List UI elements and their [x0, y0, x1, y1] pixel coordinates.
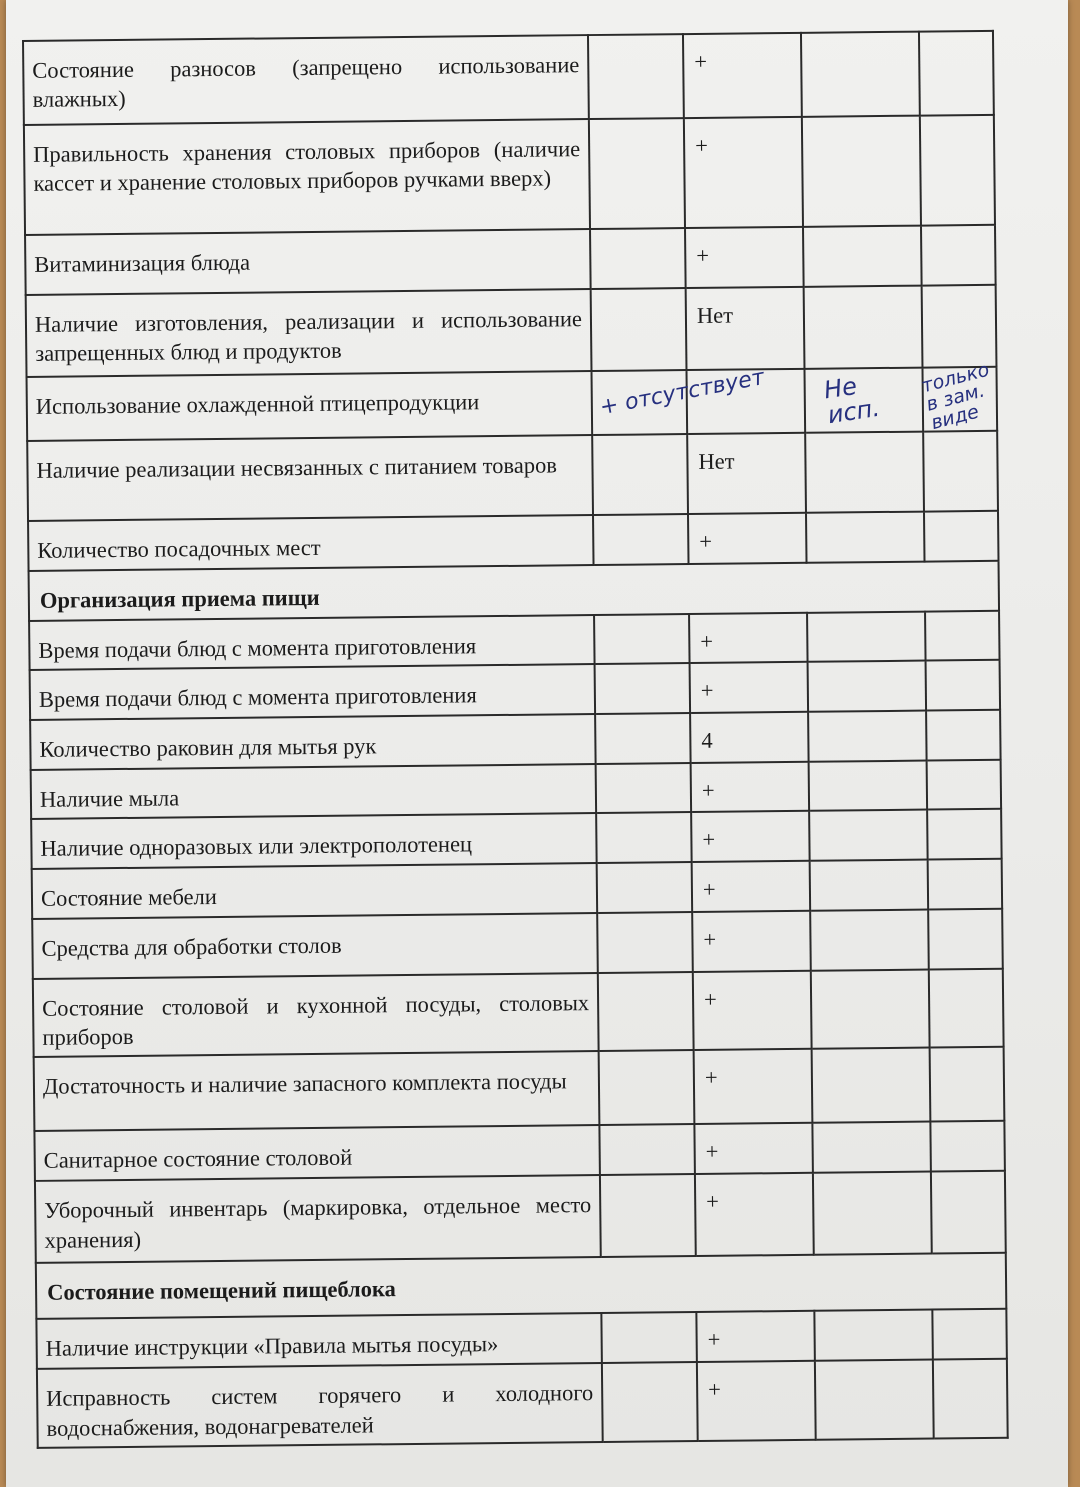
blank-cell: [812, 1122, 931, 1173]
parameter-cell: Наличие изготовления, реализации и использование запрещенных блюд и продуктов: [26, 289, 592, 377]
blank-cell: [922, 285, 997, 368]
blank-cell: [598, 972, 694, 1051]
blank-cell: [600, 1174, 696, 1257]
table-row: [25, 225, 996, 295]
blank-cell: [804, 286, 923, 369]
table-row: [26, 285, 997, 377]
parameter-cell: Витаминизация блюда: [25, 229, 591, 295]
blank-cell: [809, 809, 928, 860]
parameter-cell: Санитарное состояние столовой: [34, 1125, 599, 1181]
parameter-cell: Количество посадочных мест: [28, 515, 593, 571]
parameter-cell: Использование охлажденной птицепродукции: [27, 371, 593, 441]
blank-cell: [596, 812, 692, 863]
inspection-table: [22, 30, 1009, 1449]
value-cell: +: [692, 911, 811, 972]
value-cell: Нет: [686, 287, 805, 370]
value-cell: +: [693, 971, 812, 1051]
blank-cell: [926, 709, 1001, 760]
blank-cell: [928, 859, 1003, 910]
blank-cell: [807, 612, 926, 662]
value-cell: +: [695, 1173, 814, 1256]
handwritten-note: + отсутствует: [597, 364, 767, 421]
blank-cell: [809, 760, 928, 810]
blank-cell: [599, 1124, 695, 1175]
blank-cell: [923, 431, 998, 512]
blank-cell: [596, 763, 692, 813]
blank-cell: [595, 663, 691, 713]
parameter-cell: Состояние столовой и кухонной посуды, столовых приборов: [33, 973, 599, 1057]
table-row: [37, 1359, 1008, 1448]
blank-cell: [919, 31, 994, 116]
blank-cell: [814, 1310, 933, 1361]
value-cell: +: [683, 33, 802, 118]
blank-cell: [926, 660, 1001, 710]
blank-cell: [931, 1171, 1006, 1254]
value-cell: +: [691, 761, 810, 811]
paper-sheet: [6, 0, 1068, 1487]
blank-cell: [810, 859, 929, 910]
section-title: Состояние помещений пищеблока: [36, 1253, 1007, 1319]
value-cell: +: [696, 1311, 815, 1362]
blank-cell: [599, 1050, 695, 1125]
value-cell: +: [689, 613, 808, 663]
value-cell: +: [692, 861, 811, 912]
section-row: [36, 1253, 1007, 1319]
checklist: [22, 30, 1007, 1449]
parameter-cell: Состояние мебели: [32, 863, 597, 919]
blank-cell: [929, 969, 1004, 1048]
value-cell: +: [697, 1361, 816, 1441]
parameter-cell: Исправность систем горячего и холодного водоснабжения, водонагревателей: [37, 1363, 603, 1447]
blank-cell: [595, 713, 691, 764]
blank-cell: [602, 1362, 698, 1441]
parameter-cell: Состояние разносов (запрещено использование влажных): [23, 35, 589, 125]
value-cell: +: [690, 662, 809, 712]
blank-cell: [925, 611, 1000, 661]
blank-cell: [920, 115, 995, 226]
blank-cell: [927, 759, 1002, 809]
blank-cell: [601, 1312, 697, 1363]
value-cell: +: [694, 1049, 813, 1124]
blank-cell: [597, 862, 693, 913]
value-cell: +: [688, 513, 807, 564]
blank-cell: [597, 912, 693, 973]
parameter-cell: Время подачи блюд с момента приготовления: [30, 664, 595, 719]
blank-cell: [933, 1359, 1008, 1438]
table-row: [24, 115, 995, 235]
value-cell: Нет: [687, 433, 806, 514]
blank-cell: [594, 614, 690, 664]
table-row: [34, 1047, 1005, 1131]
blank-cell: [808, 710, 927, 761]
blank-cell: [803, 226, 922, 287]
parameter-cell: Уборочный инвентарь (маркировка, отдельное место хранения): [35, 1175, 601, 1263]
parameter-cell: Наличие реализации несвязанных с питанием товаров: [27, 435, 593, 521]
blank-cell: [591, 288, 687, 371]
handwritten-cell: [919, 358, 997, 435]
parameter-cell: Средства для обработки столов: [32, 913, 598, 979]
parameter-cell: Количество раковин для мытья рук: [30, 714, 595, 770]
blank-cell: [930, 1121, 1005, 1172]
blank-cell: [588, 34, 684, 119]
blank-cell: [810, 909, 929, 970]
blank-cell: [932, 1309, 1007, 1360]
value-cell: 4: [690, 711, 809, 762]
parameter-cell: Правильность хранения столовых приборов (наличие кассет и хранение столовых приборов ручками вверх): [24, 119, 590, 235]
blank-cell: [802, 116, 921, 227]
parameter-cell: Достаточность и наличие запасного комплекта посуды: [34, 1051, 600, 1131]
parameter-cell: Наличие инструкции «Правила мытья посуды»: [36, 1313, 601, 1369]
table-row: [27, 367, 998, 441]
value-cell: +: [694, 1123, 813, 1174]
table-row: [23, 31, 994, 125]
handwritten-cell: [804, 368, 923, 433]
blank-cell: [805, 432, 924, 513]
blank-cell: [589, 118, 685, 229]
parameter-cell: Наличие одноразовых или электрополотенец: [31, 813, 596, 869]
value-cell: +: [685, 227, 804, 288]
table-row: [35, 1171, 1006, 1263]
blank-cell: [930, 1047, 1005, 1122]
table-row: [32, 909, 1003, 979]
blank-cell: [592, 434, 688, 515]
blank-cell: [590, 228, 686, 289]
blank-cell: [811, 969, 930, 1049]
value-cell: +: [691, 811, 810, 862]
blank-cell: [801, 32, 920, 117]
parameter-cell: Время подачи блюд с момента приготовления: [29, 615, 594, 670]
blank-cell: [921, 225, 996, 286]
blank-cell: [593, 514, 689, 565]
blank-cell: [812, 1048, 931, 1123]
table-row: [27, 431, 998, 521]
blank-cell: [927, 809, 1002, 860]
blank-cell: [808, 661, 927, 711]
blank-cell: [928, 909, 1003, 970]
table-row: [33, 969, 1004, 1058]
blank-cell: [813, 1172, 932, 1255]
handwritten-cell: [591, 364, 767, 435]
blank-cell: [815, 1360, 934, 1440]
parameter-cell: Наличие мыла: [31, 764, 596, 819]
handwritten-note: Не исп.: [822, 371, 882, 430]
blank-cell: [924, 511, 999, 562]
section-title: Организация приема пищи: [29, 561, 999, 621]
value-cell: +: [684, 117, 803, 228]
handwritten-note: только в зам. виде: [919, 358, 992, 435]
blank-cell: [806, 512, 925, 563]
